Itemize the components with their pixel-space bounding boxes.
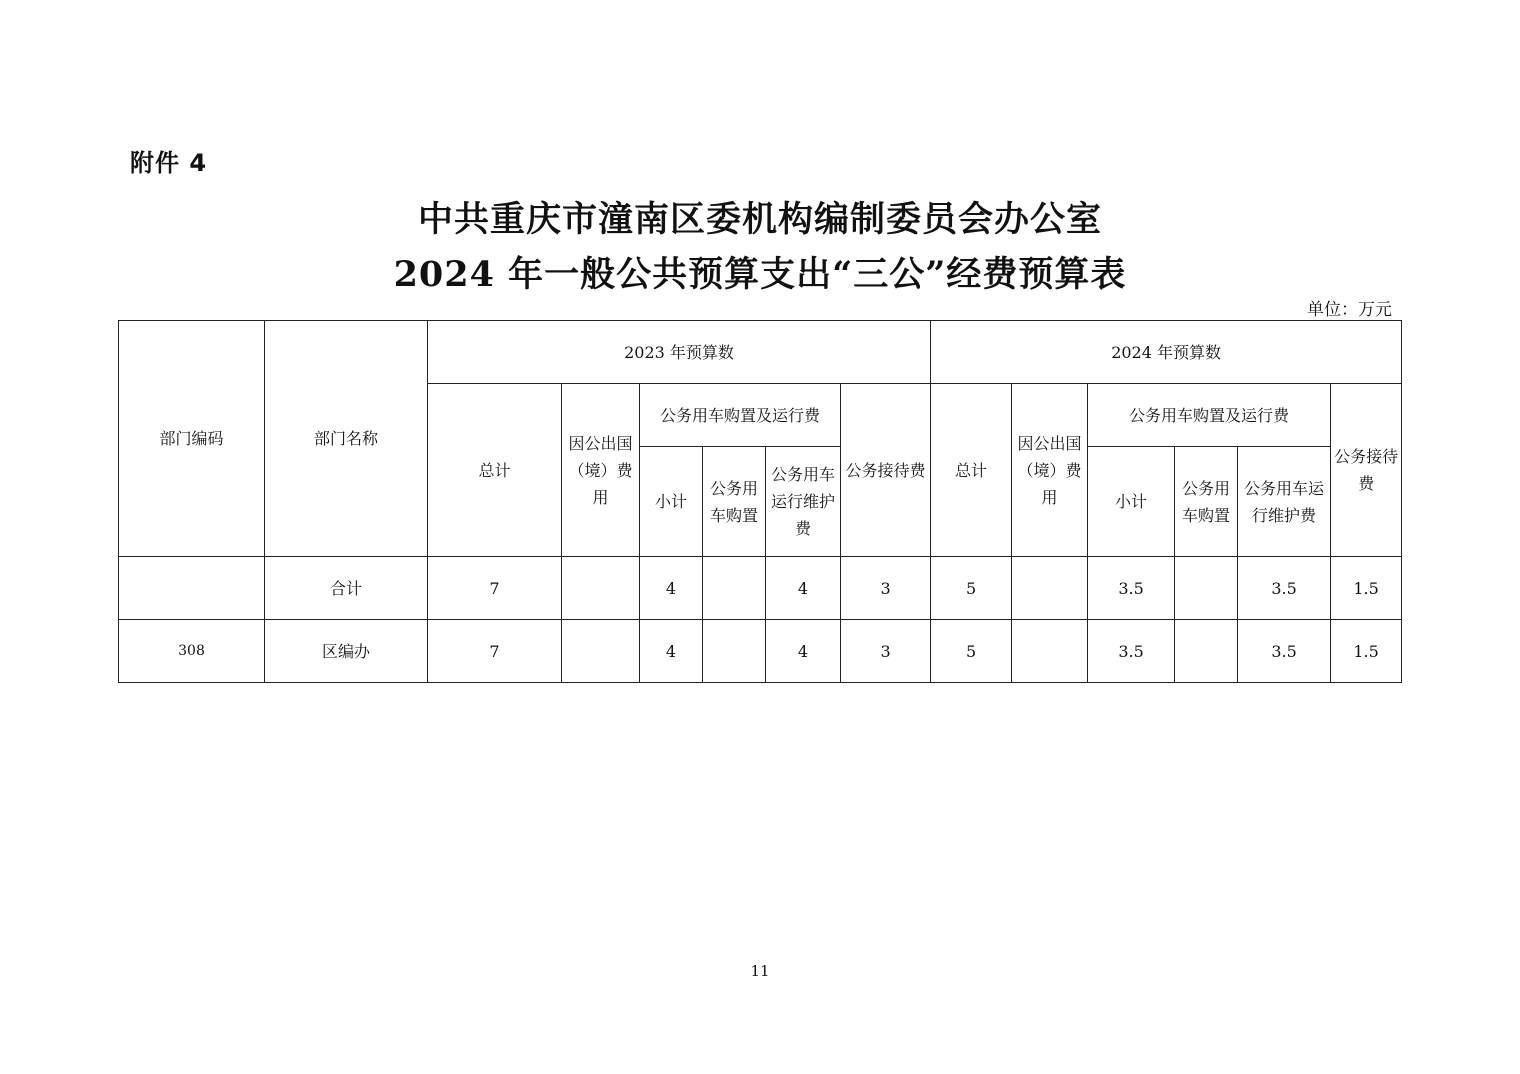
header-2023-subtotal: 小计: [640, 447, 703, 557]
cell-2024-vehicle-purchase: [1175, 620, 1238, 683]
row-dept-name: 合计: [265, 557, 428, 620]
cell-2023-vehicle-purchase: [703, 557, 766, 620]
row-dept-code: [119, 557, 265, 620]
cell-2023-reception: 3: [841, 620, 931, 683]
cell-2024-vehicle-maintenance: 3.5: [1238, 620, 1331, 683]
cell-2024-abroad: [1012, 557, 1088, 620]
header-2024-vehicle-purchase: 公务用车购置: [1175, 447, 1238, 557]
cell-2024-subtotal: 3.5: [1088, 620, 1175, 683]
header-dept-name: 部门名称: [265, 321, 428, 557]
header-2024-subtotal: 小计: [1088, 447, 1175, 557]
header-2024-vehicle-group: 公务用车购置及运行费: [1088, 384, 1331, 447]
document-title-line-1: 中共重庆市潼南区委机构编制委员会办公室: [417, 199, 1102, 240]
cell-2023-subtotal: 4: [640, 557, 703, 620]
header-2023-vehicle-maintenance: 公务用车运行维护费: [766, 447, 841, 557]
page-number: 11: [750, 962, 770, 980]
row-dept-code: 308: [119, 620, 265, 683]
header-2024-vehicle-maintenance: 公务用车运行维护费: [1238, 447, 1331, 557]
cell-2023-abroad: [562, 557, 640, 620]
header-2023-reception: 公务接待费: [841, 384, 931, 557]
cell-2023-abroad: [562, 620, 640, 683]
cell-2024-vehicle-purchase: [1175, 557, 1238, 620]
header-2024-budget: 2024 年预算数: [931, 321, 1402, 384]
header-2023-abroad: 因公出国（境）费用: [562, 384, 640, 557]
cell-2024-reception: 1.5: [1331, 557, 1402, 620]
unit-label: 单位：万元: [1307, 300, 1392, 320]
header-row-years: [119, 321, 1402, 384]
header-2024-reception: 公务接待费: [1331, 384, 1402, 557]
table-row-total: [119, 557, 1402, 620]
header-2023-vehicle-purchase: 公务用车购置: [703, 447, 766, 557]
cell-2023-vehicle-maintenance: 4: [766, 620, 841, 683]
cell-2023-reception: 3: [841, 557, 931, 620]
cell-2024-abroad: [1012, 620, 1088, 683]
cell-2023-vehicle-purchase: [703, 620, 766, 683]
cell-2023-vehicle-maintenance: 4: [766, 557, 841, 620]
cell-2024-total: 5: [931, 557, 1012, 620]
cell-2023-subtotal: 4: [640, 620, 703, 683]
cell-2024-total: 5: [931, 620, 1012, 683]
table-row-dept: [119, 620, 1402, 683]
cell-2024-reception: 1.5: [1331, 620, 1402, 683]
header-2024-abroad: 因公出国（境）费用: [1012, 384, 1088, 557]
header-dept-code: 部门编码: [119, 321, 265, 557]
header-2023-vehicle-group: 公务用车购置及运行费: [640, 384, 841, 447]
document-title-line-2: 2024 年一般公共预算支出“三公”经费预算表: [393, 254, 1127, 295]
header-2023-budget: 2023 年预算数: [428, 321, 931, 384]
attachment-label: 附件 4: [130, 149, 208, 177]
row-dept-name: 区编办: [265, 620, 428, 683]
header-2024-total: 总计: [931, 384, 1012, 557]
cell-2023-total: 7: [428, 557, 562, 620]
cell-2023-total: 7: [428, 620, 562, 683]
three-public-expenses-table: [118, 320, 1402, 683]
cell-2024-vehicle-maintenance: 3.5: [1238, 557, 1331, 620]
header-2023-total: 总计: [428, 384, 562, 557]
cell-2024-subtotal: 3.5: [1088, 557, 1175, 620]
